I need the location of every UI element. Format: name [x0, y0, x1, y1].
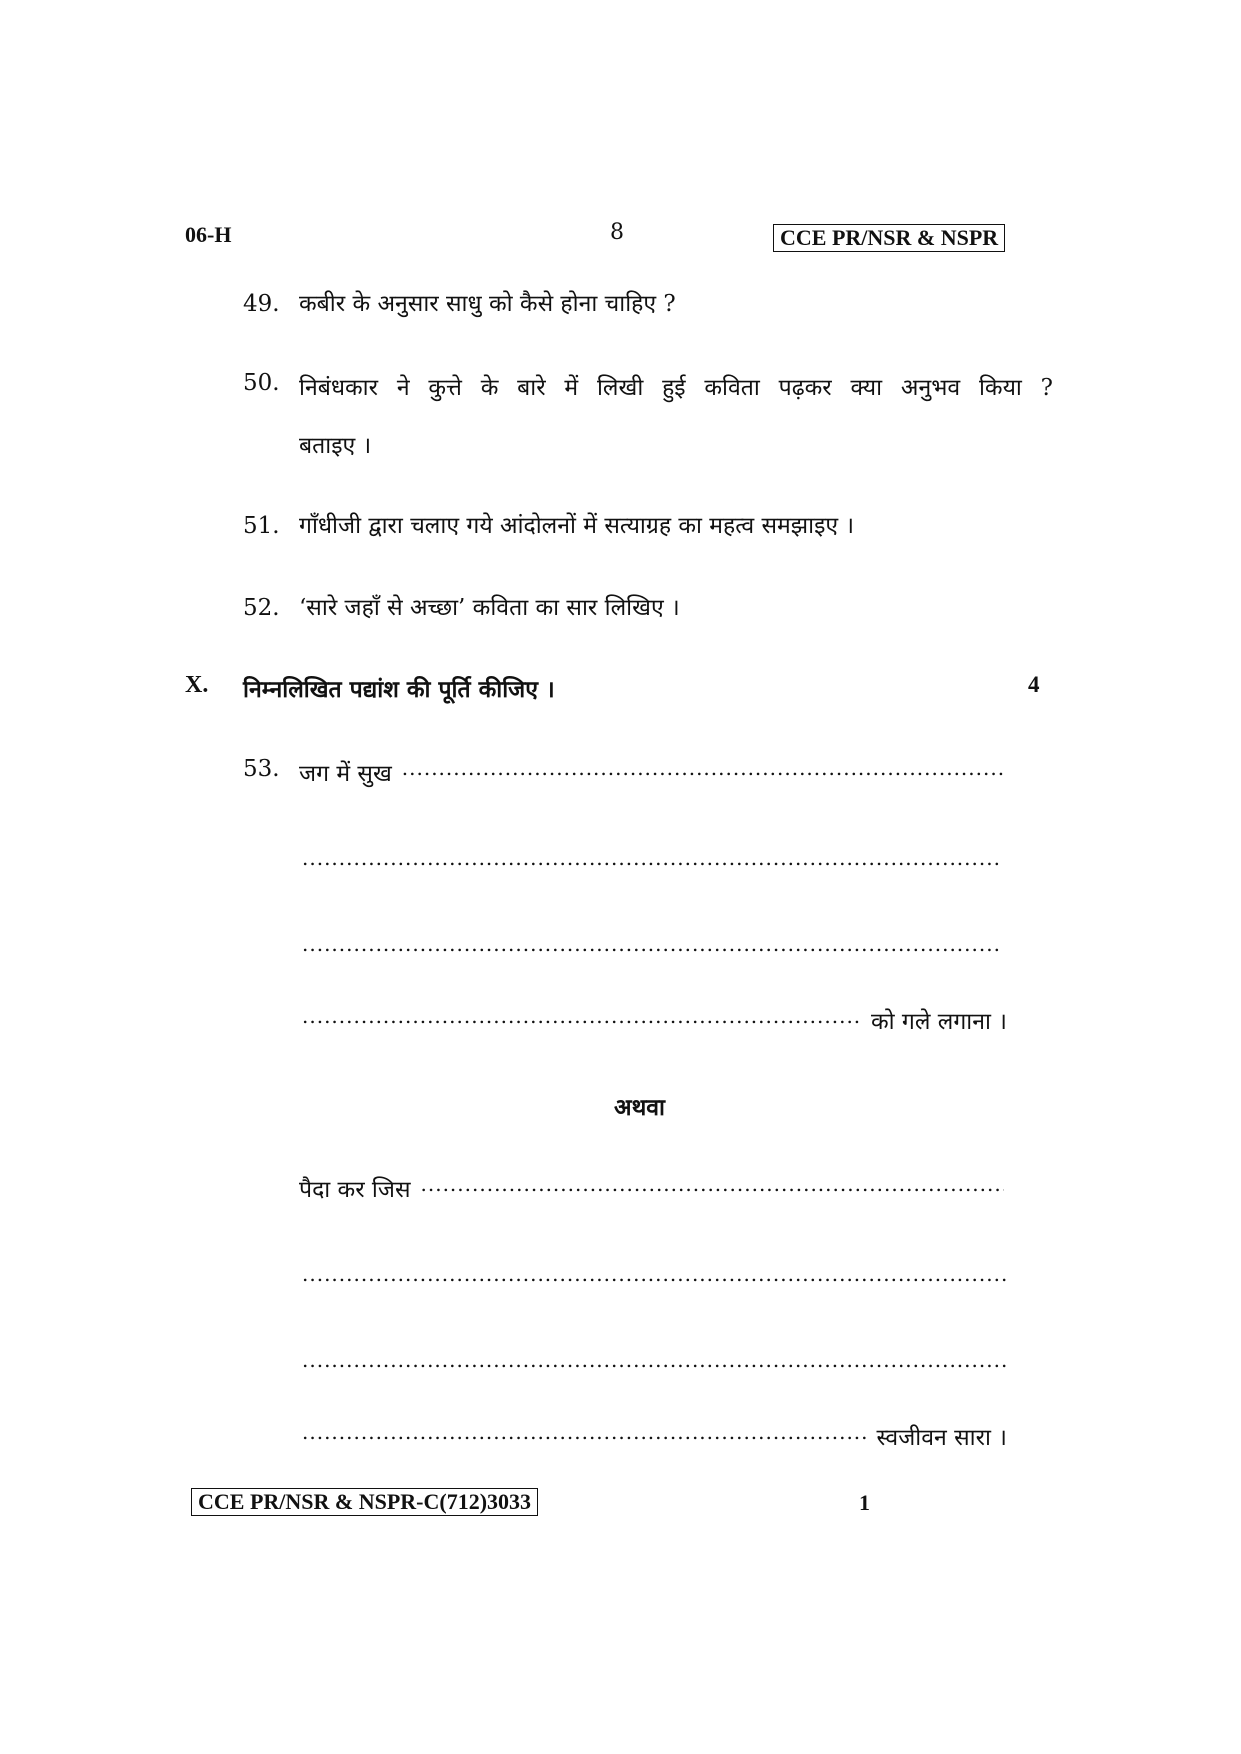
- page-number: 8: [610, 220, 624, 245]
- question-text: ‘सारे जहाँ से अच्छा’ कविता का सार लिखिए ।: [299, 595, 680, 621]
- question-51: [243, 508, 854, 540]
- question-number: 53.: [243, 756, 280, 782]
- section-label: X.: [185, 672, 209, 698]
- alt-line-3: [302, 1348, 1008, 1372]
- series-box: CCE PR/NSR & NSPR: [773, 224, 1005, 252]
- question-number: 49.: [243, 291, 280, 317]
- footer-page: 1: [859, 1490, 870, 1515]
- question-number: 52.: [243, 595, 280, 621]
- question-50-continued: बताइए ।: [299, 433, 372, 459]
- question-text: गाँधीजी द्वारा चलाए गये आंदोलनों में सत्याग्रह का महत्व समझाइए ।: [299, 513, 855, 539]
- alt-line-1: [299, 1172, 1004, 1204]
- blank-dots: [421, 1172, 1005, 1204]
- section-marks: 4: [1028, 672, 1040, 697]
- poem-end: को गले लगाना ।: [870, 1009, 1007, 1035]
- question-text: कबीर के अनुसार साधु को कैसे होना चाहिए ?: [299, 291, 676, 317]
- q53-line-1: [243, 756, 1003, 788]
- blank-dots: [402, 756, 1003, 788]
- q53-line-2: [302, 846, 1002, 870]
- paper-code: 06-H: [185, 222, 232, 247]
- or-label: अथवा: [614, 1094, 666, 1121]
- question-52: [243, 590, 680, 622]
- alt-line-4: [302, 1420, 1007, 1452]
- q53-line-4: [302, 1004, 1007, 1036]
- blank-dots: [302, 1004, 861, 1036]
- question-text: निबंधकार ने कुत्ते के बारे में लिखी हुई कविता पढ़कर क्या अनुभव किया ?: [299, 375, 1053, 401]
- footer-code-box: CCE PR/NSR & NSPR-C(712)3033: [191, 1488, 538, 1516]
- question-number: 51.: [243, 513, 280, 539]
- q53-line-3: [302, 932, 1002, 956]
- poem-end: स्वजीवन सारा ।: [876, 1425, 1007, 1451]
- blank-dots: [302, 1420, 866, 1452]
- section-title: निम्नलिखित पद्यांश की पूर्ति कीजिए ।: [243, 676, 555, 703]
- poem-start: जग में सुख: [299, 761, 392, 787]
- alt-line-2: [302, 1262, 1008, 1286]
- poem-start: पैदा कर जिस: [299, 1177, 411, 1203]
- question-49: [243, 286, 676, 318]
- question-number: 50.: [243, 370, 280, 396]
- question-50: [243, 370, 1053, 402]
